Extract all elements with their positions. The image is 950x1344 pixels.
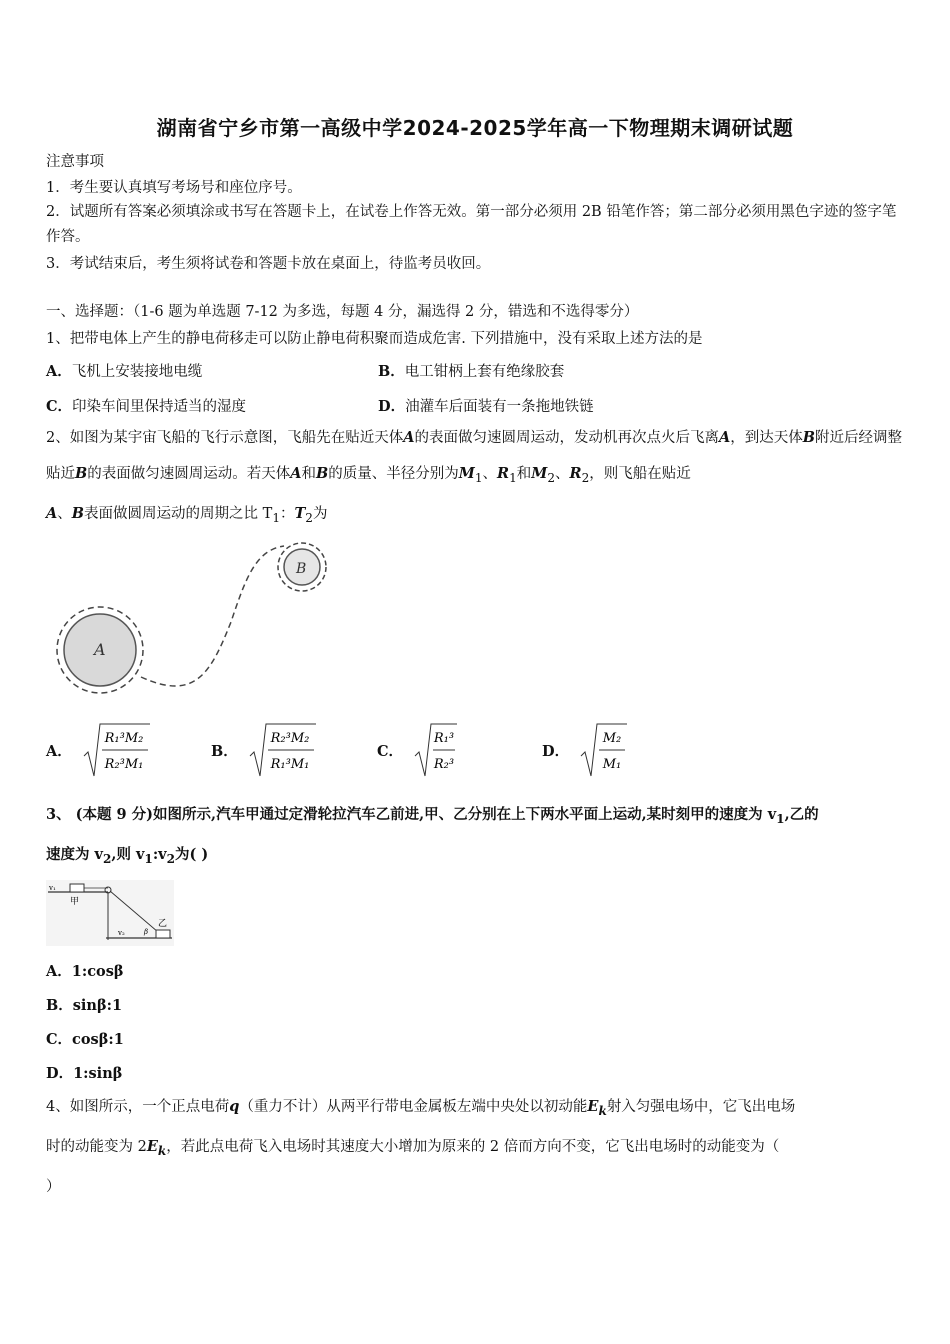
q2-option-a[interactable]: A． R₁³M₂ R₂³M₁ <box>46 720 152 780</box>
svg-text:乙: 乙 <box>158 919 168 929</box>
q3-stem: 3、 (本题 9 分)如图所示,汽车甲通过定滑轮拉汽车乙前进,甲、乙分别在上下两水平面上运动,某时刻甲的速度为 $v_1$,乙的 速度为 $v_2$,则 $v_1:v_2$为( ) <box>46 806 819 866</box>
sqrt-expression-d <box>579 720 629 780</box>
q3-option-a[interactable]: A．1:cosβ <box>46 963 124 980</box>
svg-text:v₂: v₂ <box>118 929 125 937</box>
q1-option-d[interactable]: D．油灌车后面装有一条拖地铁链 <box>378 398 594 415</box>
q4-stem: 4、如图所示，一个正点电荷q（重力不计）从两平行带电金属板左端中央处以初动能$E_k$射入匀强电场中，它飞出电场 时的动能变为 $2E_k$，若此点电荷飞入电场时其速度大小增加为原来的 2 倍而方向不变，它飞出电场时的动能变为（ ） <box>46 1098 796 1195</box>
notice-heading: 注意事项 <box>46 154 104 170</box>
q1-option-a[interactable]: A．飞机上安装接地电缆 <box>46 363 203 380</box>
q1-stem: 1、把带电体上产生的静电荷移走可以防止静电荷积聚而造成危害. 下列措施中，没有采取上述方法的是 <box>46 331 703 347</box>
q1-option-c[interactable]: C．印染车间里保持适当的湿度 <box>46 398 247 415</box>
body-a-label: A <box>94 640 106 659</box>
q2-option-d[interactable]: D． M₂ M₁ <box>542 720 629 780</box>
q2-option-b[interactable]: B． R₂³M₂ R₁³M₁ <box>211 720 318 780</box>
svg-text:R₂³M₂: R₂³M₂ <box>270 731 310 746</box>
sqrt-expression-a <box>82 720 152 780</box>
svg-text:R₁³: R₁³ <box>433 731 455 746</box>
notice-item-3: 3．考试结束后，考生须将试卷和答题卡放在桌面上，待监考员收回。 <box>46 256 491 272</box>
q3-option-d[interactable]: D．1:sinβ <box>46 1065 123 1082</box>
transfer-path <box>141 546 284 686</box>
svg-text:M₂: M₂ <box>602 731 622 746</box>
q2-stem: 2、如图为某宇宙飞船的飞行示意图，飞船先在贴近天体A的表面做匀速圆周运动，发动机再次点火后飞离A，到达天体B附近后经调整贴近B的表面做匀速圆周运动。若天体A和B的质量、半径分别为$M_1$、$R_1$和$M_2$、$R_2$，则飞船在贴近 A、B表面做圆周运动的周期之比 $T_1$：$T_2$为 <box>46 429 903 525</box>
svg-text:β: β <box>144 928 149 936</box>
svg-text:甲: 甲 <box>70 897 80 907</box>
svg-text:M₁: M₁ <box>602 757 622 772</box>
svg-text:R₁³M₂: R₁³M₂ <box>104 731 144 746</box>
q3-option-b[interactable]: B．sinβ:1 <box>46 997 123 1014</box>
page-title: 湖南省宁乡市第一高级中学2024-2025学年高一下物理期末调研试题 <box>156 116 794 140</box>
notice-item-1: 1．考生要认真填写考场号和座位序号。 <box>46 180 302 196</box>
svg-text:R₁³M₁: R₁³M₁ <box>270 757 310 772</box>
car-pulley-figure <box>46 880 174 946</box>
svg-text:v₁: v₁ <box>49 884 56 892</box>
car-jia <box>70 884 84 892</box>
car-yi <box>156 930 170 938</box>
spacecraft-orbit-figure <box>46 532 336 697</box>
svg-text:R₂³M₁: R₂³M₁ <box>104 757 144 772</box>
body-b-label: B <box>296 561 307 577</box>
section-heading: 一、选择题：（1-6 题为单选题 7-12 为多选，每题 4 分，漏选得 2 分，错选和不选得零分） <box>46 304 639 320</box>
q3-option-c[interactable]: C．cosβ:1 <box>46 1031 124 1048</box>
sqrt-expression-b <box>248 720 318 780</box>
sqrt-expression-c <box>413 720 459 780</box>
q2-option-c[interactable]: C． R₁³ R₂³ <box>377 720 459 780</box>
svg-text:R₂³: R₂³ <box>433 757 455 772</box>
q1-option-b[interactable]: B．电工钳柄上套有绝缘胶套 <box>378 363 565 380</box>
notice-item-2: 2．试题所有答案必须填涂或书写在答题卡上，在试卷上作答无效。第一部分必须用 2B 铅笔作答；第二部分必须用黑色字迹的签字笔作答。 <box>46 204 897 245</box>
